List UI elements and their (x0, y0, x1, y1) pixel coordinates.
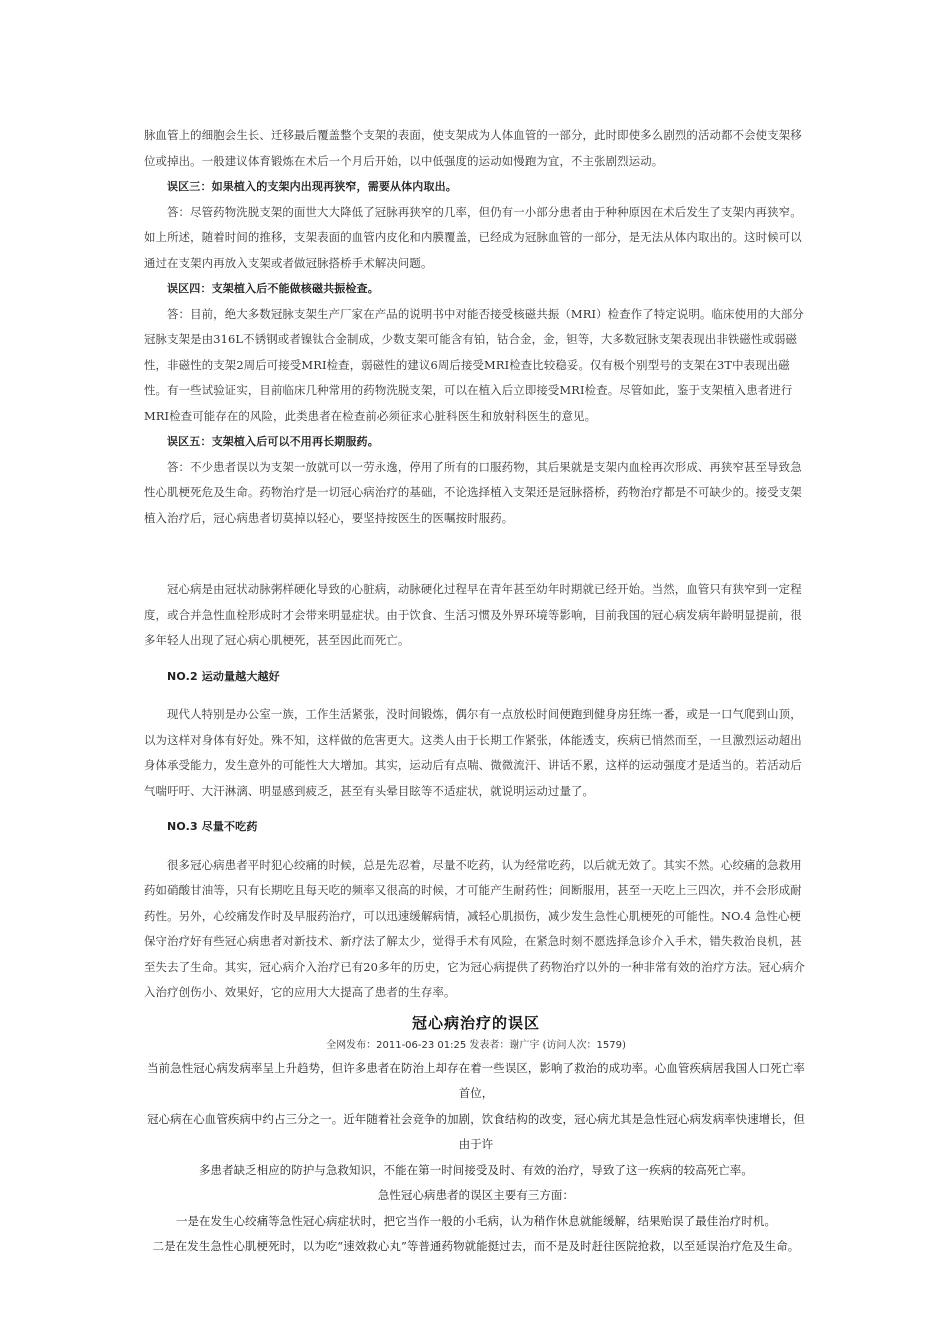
article-line-2: 冠心病在心血管疾病中约占三分之一。近年随着社会竞争的加剧，饮食结构的改变，冠心病尤其是急性冠心病发病率快速增长，但由于许 (147, 1111, 805, 1151)
meta-suffix: ) (621, 1039, 626, 1051)
answer-myth-five: 答：不少患者误以为支架一放就可以一劳永逸，停用了所有的口服药物，其后果就是支架内血栓再次形成、再狭窄甚至导致急性心肌梗死危及生命。药物治疗是一切冠心病治疗的基础，不论选择植入支架还是冠脉搭桥，药物治疗都是不可缺少的。接受支架植入治疗后，冠心病患者切莫掉以轻心，要坚持按医生的医嘱按时服药。 (144, 459, 802, 525)
answer-myth-three: 答：尽管药物洗脱支架的面世大大降低了冠脉再狭窄的几率，但仍有一小部分患者由于种种原因在术后发生了支架内再狭窄。如上所述，随着时间的推移，支架表面的血管内皮化和内膜覆盖，已经成为冠脉血管的一部分，是无法从体内取出的。这时候可以通过在支架内再放入支架或者做冠脉搭桥手术解决问题。 (144, 204, 802, 270)
article-myth-summary: 急性冠心病患者的误区主要有三方面： (377, 1188, 575, 1202)
answer-myth-four: 答：目前，绝大多数冠脉支架生产厂家在产品的说明书中对能否接受核磁共振（MRI）检查作了特定说明。临床使用的大部分冠脉支架是由316L不锈钢或者镍钛合金制成，少数支架可能含有铂，钴合金，金，钽等，大多数冠脉支架表现出非铁磁性或弱磁性，非磁性的支架2周后可接受MRI检查，弱磁性的建议6周后接受MRI检查比较稳妥。仅有极个别型号的支架在3T中表现出磁性。有一些试验证实，目前临床几种常用的药物洗脱支架，可以在植入后立即接受MRI检查。尽管如此，鉴于支架植入患者进行MRI检查可能存在的风险，此类患者在检查前必须征求心脏科医生和放射科医生的意见。 (144, 306, 804, 423)
no3-label: NO.3 (167, 820, 198, 833)
article-myth-two: 二是在发生急性心肌梗死时，以为吃“速效救心丸”等普通药物就能挺过去，而不是及时赶往医院抢救，以至延误治疗危及生命。 (152, 1239, 800, 1253)
meta-views: 1579 (596, 1039, 622, 1051)
no2-title: 运动量越大越好 (197, 669, 280, 683)
paragraph-no3: 很多冠心病患者平时犯心绞痛的时候，总是先忍着，尽量不吃药，认为经常吃药，以后就无效了。其实不然。心绞痛的急救用药如硝酸甘油等，只有长期吃且每天吃的频率又很高的时候，才可能产生耐药性；间断服用，甚至一天吃上三四次，并不会形成耐药性。另外，心绞痛发作时及早服药治疗，可以迅速缓解病情，减轻心肌损伤，减少发生急性心肌梗死的可能性。NO.4 急性心梗保守治疗好有些冠心病患者对新技术、新疗法了解太少，觉得手术有风险，在紧急时刻不愿选择急诊介入手术，错失救治良机，甚至失去了生命。其实，冠心病介入治疗已有20多年的历史，它为冠心病提供了药物治疗以外的一种非常有效的治疗方法。冠心病介入治疗创伤小、效果好，它的应用大大提高了患者的生存率。 (144, 857, 806, 999)
paragraph-stent-growth: 脉血管上的细胞会生长、迁移最后覆盖整个支架的表面，使支架成为人体血管的一部分，此时即使多么剧烈的活动都不会使支架移位或掉出。一般建议体育锻炼在术后一个月后开始，以中低强度的运动如慢跑为宜，不主张剧烈运动。 (144, 128, 802, 168)
heading-myth-four: 误区四：支架植入后不能做核磁共振检查。 (167, 282, 379, 295)
paragraph-no2: 现代人特别是办公室一族，工作生活紧张，没时间锻炼，偶尔有一点放松时间便跑到健身房狂练一番，或是一口气爬到山顶，以为这样对身体有好处。殊不知，这样做的危害更大。这类人由于长期工作紧张，体能透支，疾病已悄然而至，一旦激烈运动超出身体承受能力，发生意外的可能性大大增加。其实，运动后有点喘、微微流汗、讲话不累，这样的运动强度才是适当的。若活动后气喘吁吁、大汗淋漓、明显感到疲乏，甚至有头晕目眩等不适症状，就说明运动过量了。 (144, 707, 802, 798)
paragraph-intro: 冠心病是由冠状动脉粥样硬化导致的心脏病，动脉硬化过程早在青年甚至幼年时期就已经开始。当然，血管只有狭窄到一定程度，或合并急性血栓形成时才会带来明显症状。由于饮食、生活习惯及外界环境等影响，目前我国的冠心病发病年龄明显提前，很多年轻人出现了冠心病心肌梗死，甚至因此而死亡。 (144, 582, 802, 647)
document-content (144, 123, 808, 1260)
heading-no3 (144, 814, 808, 840)
meta-author: 发表者：谢广宇 (访问人次： (466, 1039, 597, 1051)
spacer (144, 689, 808, 702)
heading-myth-three: 误区三：如果植入的支架内出现再狭窄，需要从体内取出。 (167, 180, 457, 193)
article-line-1: 当前急性冠心病发病率呈上升趋势，但许多患者在防治上却存在着一些误区，影响了救治的成功率。心血管疾病居我国人口死亡率首位， (147, 1060, 805, 1100)
spacer (144, 804, 808, 814)
no3-title: 尽量不吃药 (197, 820, 258, 833)
article-meta (144, 1036, 808, 1056)
heading-no2 (144, 664, 808, 690)
meta-date: 2011-06-23 01:25 (376, 1039, 467, 1051)
heading-myth-five: 误区五：支架植入后可以不用再长期服药。 (167, 435, 379, 448)
no2-label: NO.2 (167, 669, 198, 683)
spacer (144, 840, 808, 853)
meta-prefix: 全网发布： (326, 1039, 377, 1051)
article-title: 冠心病治疗的误区 (411, 1013, 540, 1032)
article-line-3: 多患者缺乏相应的防护与急救知识，不能在第一时间接受及时、有效的治疗，导致了这一疾病的较高死亡率。 (199, 1162, 753, 1177)
article-myth-one: 一是在发生心绞痛等急性冠心病症状时，把它当作一般的小毛病，认为稍作休息就能缓解，结果贻误了最佳治疗时机。 (175, 1213, 777, 1228)
section-gap (144, 531, 808, 577)
spacer (144, 654, 808, 664)
